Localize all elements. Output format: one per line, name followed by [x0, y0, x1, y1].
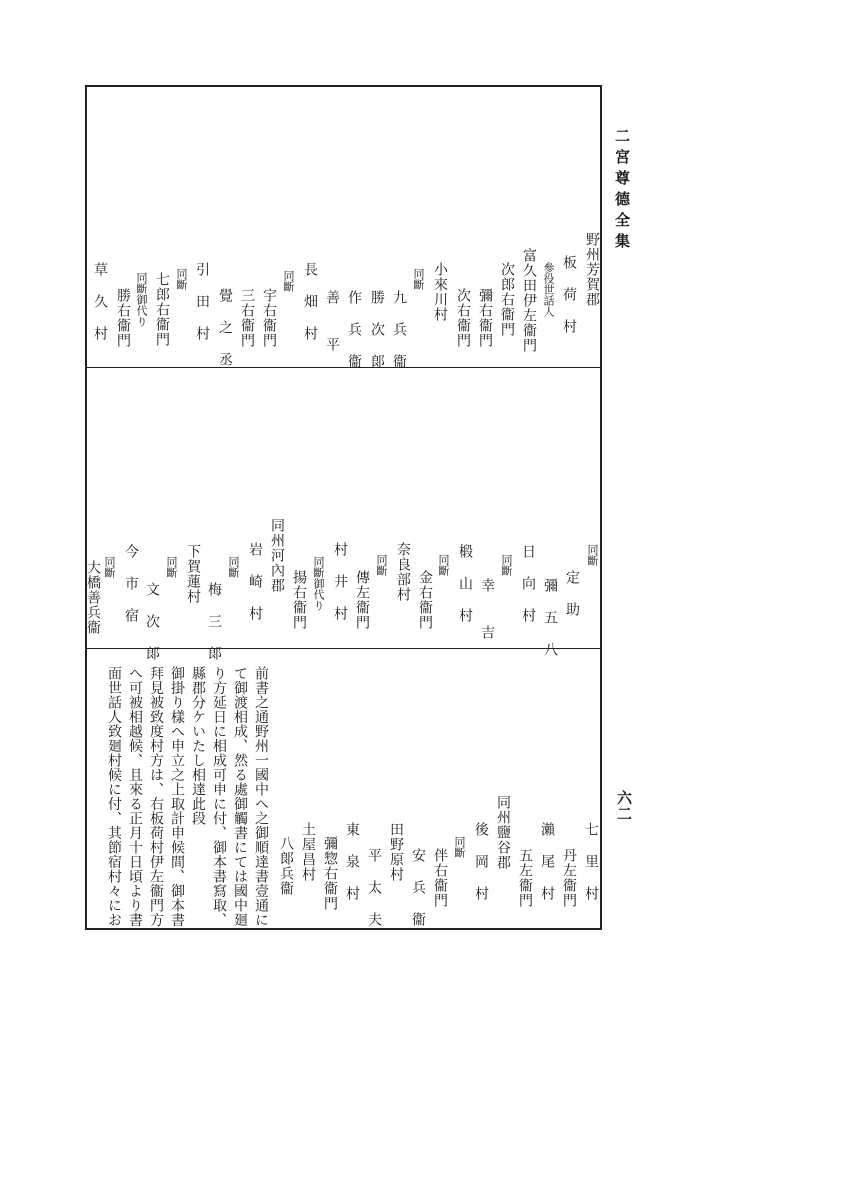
- mid-col-21: 同斷: [165, 556, 178, 578]
- running-head: 二宮尊德全集: [613, 128, 631, 254]
- mid-col-23: 今 市 宿: [123, 544, 139, 623]
- bot-col-12: 東 泉 村: [344, 822, 360, 901]
- bot-col-6: 後 岡 村: [473, 822, 489, 901]
- paragraph-line-7: へ可被相越候、且來る正月十日頃より書: [127, 666, 143, 927]
- mid-col-20: 下賀蓮村: [185, 544, 201, 604]
- mid-col-19: 梅 三 郞: [206, 582, 222, 661]
- top-col-22: 同斷御代り: [135, 272, 148, 327]
- top-col-11: 勝 次 郞: [369, 290, 385, 369]
- top-col-18: 覺 之 丞: [217, 288, 233, 367]
- mid-col-10: 奈良部村: [395, 542, 411, 602]
- mid-col-8: 同斷: [437, 554, 450, 576]
- top-col-3: 參役世話人: [542, 262, 555, 317]
- bot-col-13: 彌惣右衞門: [322, 836, 338, 911]
- top-col-5: 次郎右衞門: [499, 262, 515, 337]
- paragraph-line-8: 面世話人致廻村候に付、其節宿村々にお: [106, 666, 122, 927]
- top-col-17: 三右衞門: [239, 288, 255, 348]
- mid-col-6: 幸 吉: [479, 578, 495, 640]
- paragraph-line-4: 縣郡分ケいたし相達此段: [190, 666, 206, 826]
- top-col-4: 富久田伊左衞門: [521, 248, 537, 353]
- mid-col-17: 岩 崎 村: [247, 542, 263, 621]
- bot-col-1: 七 里 村: [583, 822, 599, 901]
- mid-col-25: 大橋善兵衞: [85, 560, 101, 635]
- top-col-13: 善 平: [324, 290, 340, 352]
- mid-col-18: 同斷: [227, 556, 240, 578]
- mid-col-3: 彌 五 八: [542, 578, 558, 657]
- bot-col-14: 土屋昌村: [300, 822, 316, 882]
- paragraph-line-6: 拜見被致度村方は、右板荷村伊左衞門方: [148, 666, 164, 927]
- bot-col-8: 伴右衞門: [432, 848, 448, 908]
- mid-col-9: 金右衞門: [417, 570, 433, 630]
- bot-col-15: 八郞兵衞: [278, 836, 294, 896]
- mid-col-1: 同斷: [586, 544, 599, 566]
- mid-col-12: 傳左衞門: [354, 570, 370, 630]
- top-col-7: 次右衞門: [455, 288, 471, 348]
- top-col-14: 長 畑 村: [302, 262, 318, 341]
- top-col-15: 同斷: [282, 270, 295, 292]
- mid-col-11: 同斷: [375, 554, 388, 576]
- mid-col-13: 村 井 村: [332, 542, 348, 621]
- mid-col-24: 同斷: [103, 556, 116, 578]
- bot-col-4: 五左衞門: [517, 848, 533, 908]
- section-divider-1: [85, 367, 602, 368]
- top-col-6: 彌右衞門: [477, 288, 493, 348]
- top-col-19: 引 田 村: [194, 262, 210, 341]
- mid-col-4: 日 向 村: [520, 544, 536, 623]
- bot-col-11: 平 太 夫: [366, 848, 382, 927]
- top-col-10: 九 兵 衞: [391, 290, 407, 369]
- bot-col-3: 瀨 尾 村: [539, 822, 555, 901]
- mid-col-2: 定 助: [564, 570, 580, 617]
- top-col-24: 草 久 村: [92, 262, 108, 341]
- mid-col-15: 揚右衞門: [291, 570, 307, 630]
- bot-col-7: 同斷: [453, 836, 466, 858]
- top-col-21: 七郎右衞門: [154, 272, 170, 347]
- top-col-1: 野州芳賀郡: [584, 232, 600, 307]
- top-col-20: 同斷: [175, 268, 188, 290]
- section-divider-2: [85, 648, 602, 649]
- mid-col-14: 同斷御代り: [312, 556, 325, 611]
- top-col-23: 勝右衞門: [115, 288, 131, 348]
- top-col-16: 宇右衞門: [261, 288, 277, 348]
- mid-col-5: 同斷: [500, 554, 513, 576]
- paragraph-line-5: 御掛り樣へ申立之上取計申候間、御本書: [169, 666, 185, 927]
- page-number: 六二: [615, 790, 633, 822]
- paragraph-line-3: り方延日に相成可申に付、御本書寫取、: [211, 666, 227, 927]
- mid-col-22: 文 次 郞: [144, 582, 160, 661]
- bot-col-5: 同州鹽谷郡: [495, 795, 511, 870]
- top-col-2: 板 荷 村: [561, 255, 577, 334]
- top-col-8: 小來川村: [432, 262, 448, 322]
- bot-col-2: 丹左衞門: [561, 848, 577, 908]
- mid-col-16: 同州河內郡: [269, 518, 285, 593]
- bot-col-9: 安 兵 衞: [410, 848, 426, 927]
- paragraph-line-1: 前書之通野州一國中へ之御順達書壹通に: [253, 666, 269, 927]
- top-col-12: 作 兵 衞: [346, 290, 362, 369]
- mid-col-7: 椴 山 村: [457, 544, 473, 623]
- paragraph-line-2: て御渡相成、然る處御觸書にては國中廻: [232, 666, 248, 927]
- bot-col-10: 田野原村: [388, 822, 404, 882]
- top-col-9: 同斷: [412, 268, 425, 290]
